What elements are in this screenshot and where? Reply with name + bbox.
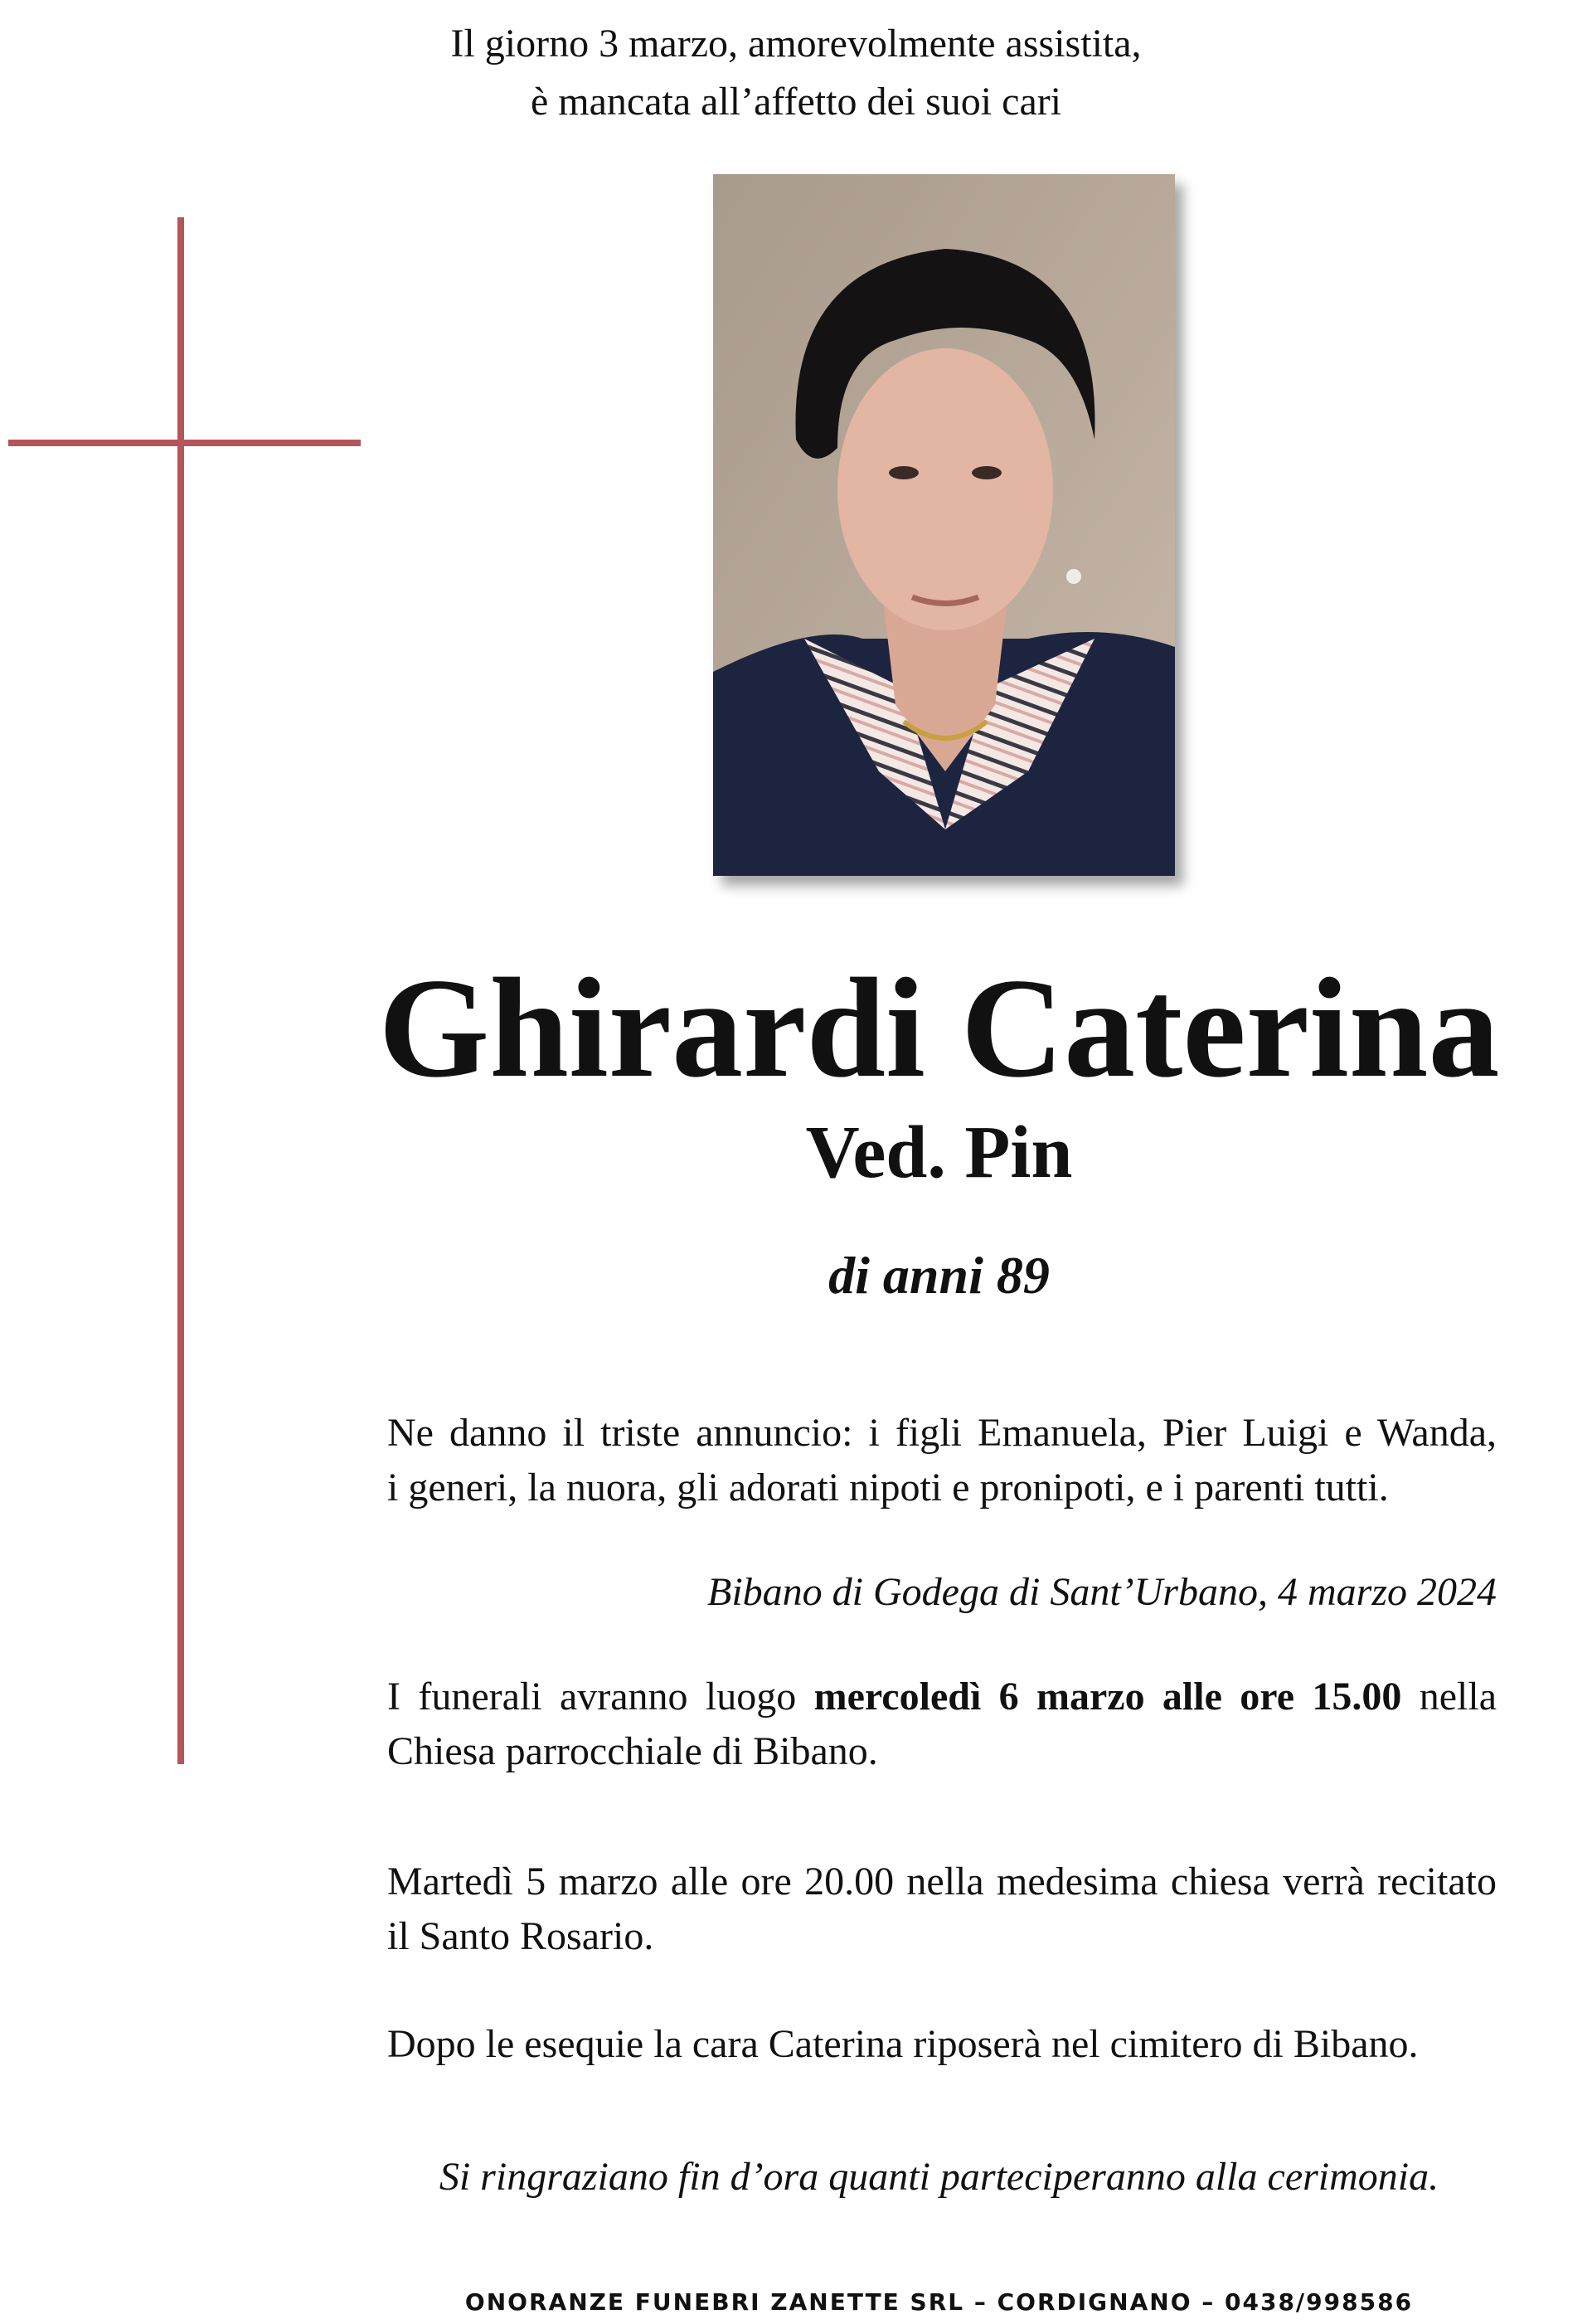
funeral-when: mercoledì 6 marzo alle ore 15.00 [813, 1675, 1402, 1719]
age: di anni 89 [828, 1246, 1050, 1305]
funeral-prefix: I funerali avranno luogo [387, 1675, 814, 1719]
burial-info: Dopo le esequie la cara Caterina riposerà nel cimitero di Bibano. [387, 2022, 1419, 2066]
funeral-home-footer: ONORANZE FUNEBRI ZANETTE SRL – CORDIGNANO – 0438/998586 [464, 2288, 1414, 2316]
announcement-line-2: i generi, la nuora, gli adorati nipoti e pronipoti, e i parenti tutti. [387, 1466, 1389, 1510]
cross-horizontal-bar [8, 440, 361, 446]
rosary-info: Martedì 5 marzo alle ore 20.00 nella medesima chiesa verrà recitato il Santo Rosario. [387, 1860, 1497, 1958]
intro-line-2: è mancata all’affetto dei suoi cari [530, 80, 1062, 124]
thanks: Si ringraziano fin d’ora quanti parteciperanno alla cerimonia. [439, 2155, 1439, 2199]
deceased-name: Ghirardi Caterina [378, 950, 1500, 1107]
funeral-suffix: nella Chiesa parrocchiale di Bibano. [387, 1675, 1497, 1773]
intro-line-1: Il giorno 3 marzo, amorevolmente assistita, [450, 22, 1142, 66]
place-date: Bibano di Godega di Sant’Urbano, 4 marzo 2024 [707, 1570, 1497, 1614]
announcement-line-1: Ne danno il triste annuncio: i figli Emanuela, Pier Luigi e Wanda, [387, 1411, 1497, 1455]
announcement [387, 1406, 1497, 1515]
portrait-photo [713, 174, 1175, 876]
widow-of: Ved. Pin [805, 1111, 1073, 1194]
intro-text [0, 15, 1592, 131]
funeral-info [387, 1670, 1497, 1779]
